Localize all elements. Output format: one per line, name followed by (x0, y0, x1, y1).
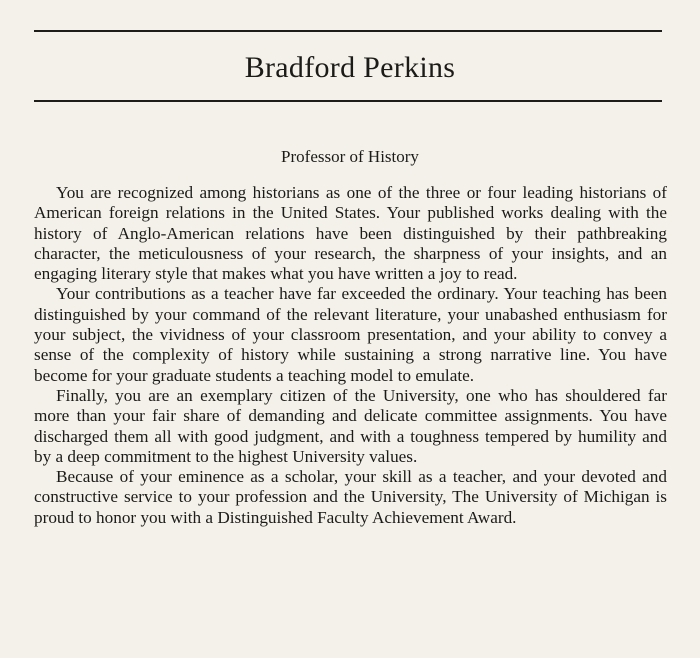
citation-paragraph: Your contributions as a teacher have far exceeded the ordinary. Your teaching has been distinguished by your command of the relevant literature, your unabashed enthusiasm for your subject, the vividness of your classroom presentation, and your ability to convey a sense of the complexity of history while sustaining a strong narrative line. You have become for your graduate students a teaching model to emulate. (34, 284, 667, 385)
honoree-title: Professor of History (281, 147, 419, 166)
honoree-name: Bradford Perkins (244, 51, 456, 84)
citation-paragraph: You are recognized among historians as one of the three or four leading historians of American foreign relations in the United States. Your published works dealing with the history of Anglo-American relations have been distinguished by their pathbreaking character, the meticulousness of your research, the sharpness of your insights, and an engaging literary style that makes what you have written a joy to read. (34, 183, 667, 284)
citation-paragraph: Because of your eminence as a scholar, your skill as a teacher, and your devoted and constructive service to your profession and the University, The University of Michigan is proud to honor you with a Distinguished Faculty Achievement Award. (34, 467, 667, 527)
citation-body (34, 183, 667, 528)
bottom-rule (34, 100, 662, 102)
top-rule (34, 30, 662, 32)
citation-paragraph: Finally, you are an exemplary citizen of the University, one who has shouldered far more than your fair share of demanding and delicate committee assignments. You have discharged them all with good judgment, and with a toughness tempered by humility and by a deep commitment to the highest University values. (34, 385, 667, 466)
